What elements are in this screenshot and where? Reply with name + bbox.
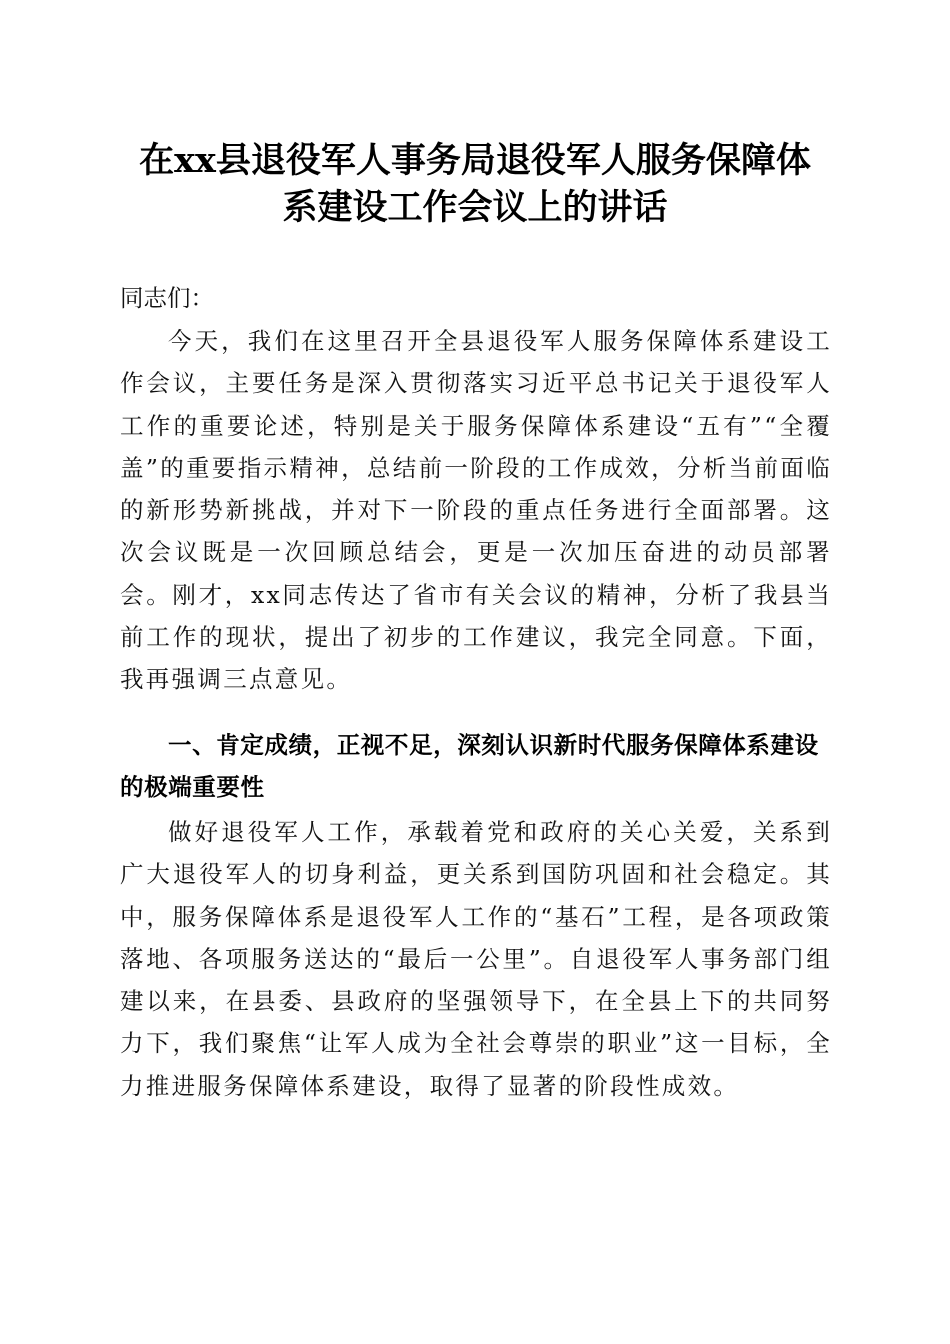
title-line-1: 在xx县退役军人事务局退役军人服务保障体 bbox=[139, 140, 811, 181]
salutation: 同志们： bbox=[120, 284, 214, 312]
section-heading-1: 一、肯定成绩，正视不足，深刻认识新时代服务保障体系建设的极端重要性 bbox=[120, 731, 819, 802]
paragraph-section-1: 做好退役军人工作，承载着党和政府的关心关爱，关系到广大退役军人的切身利益，更关系到国防巩固和社会稳定。其中，服务保障体系是退役军人工作的“基石”工程，是各项政策落地、各项服务送达的“最后一公里”。自退役军人事务部门组建以来，在县委、县政府的坚强领导下，在全县上下的共同努力下，我们聚焦“让军人成为全社会尊崇的职业”这一目标，全力推进服务保障体系建设，取得了显著的阶段性成效。 bbox=[120, 818, 832, 1100]
title-line-2: 系建设工作会议上的讲话 bbox=[282, 187, 668, 228]
document-title bbox=[120, 137, 830, 231]
paragraph-intro: 今天，我们在这里召开全县退役军人服务保障体系建设工作会议，主要任务是深入贯彻落实习近平总书记关于退役军人工作的重要论述，特别是关于服务保障体系建设“五有”“全覆盖”的重要指示精神，总结前一阶段的工作成效，分析当前面临的新形势新挑战，并对下一阶段的重点任务进行全面部署。这次会议既是一次回顾总结会，更是一次加压奋进的动员部署会。刚才，xx同志传达了省市有关会议的精神，分析了我县当前工作的现状，提出了初步的工作建议，我完全同意。下面，我再强调三点意见。 bbox=[120, 327, 832, 694]
